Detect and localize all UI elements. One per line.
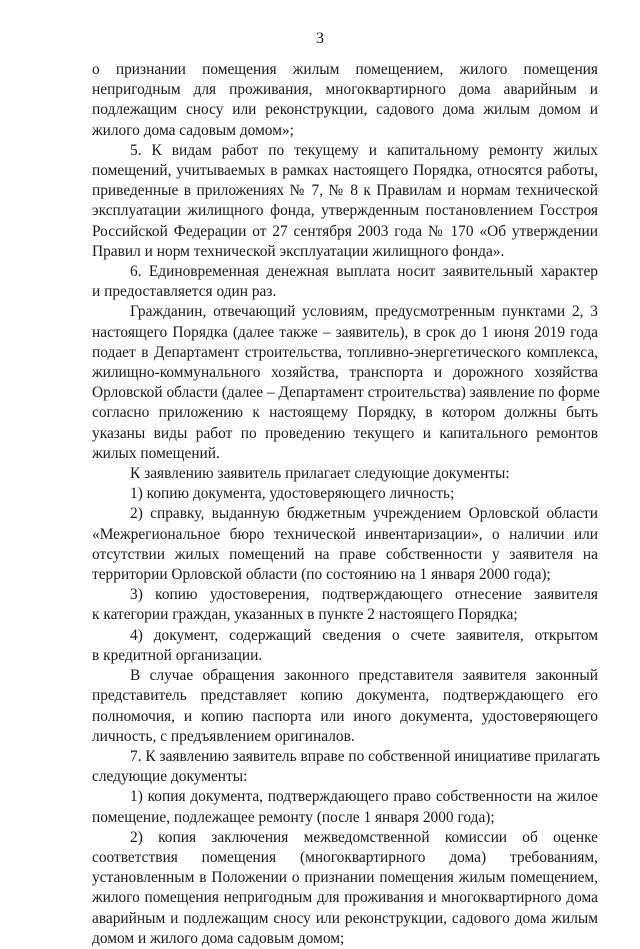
text-line: соответствия помещения (многоквартирного дома) требованиям, — [92, 848, 598, 866]
paragraph — [92, 141, 598, 262]
text-line: 6. Единовременная денежная выплата носит заявительный характер — [130, 263, 598, 281]
text-line: 7. К заявлению заявитель вправе по собственной инициативе прилагать — [130, 747, 600, 765]
paragraph — [92, 828, 598, 949]
text-line: приведенные в приложениях № 7, № 8 к Правилам и нормам технической — [92, 182, 598, 200]
text-line: следующие документы: — [92, 768, 248, 786]
text-line: жилого дома садовым домом»; — [92, 121, 294, 139]
text-line: жилищно-коммунального хозяйства, транспорта и дорожного хозяйства — [92, 364, 598, 382]
paragraph — [92, 504, 598, 585]
text-line: 5. К видам работ по текущему и капитальному ремонту жилых — [130, 141, 598, 159]
text-line: непригодным для проживания, многоквартирного дома аварийным и — [92, 81, 598, 99]
page-number: 3 — [316, 30, 324, 47]
text-line: настоящего Порядка (далее также – заявитель), в срок до 1 июня 2019 года — [92, 323, 598, 341]
text-line: Орловской области (далее – Департамент строительства) заявление по форме — [92, 384, 600, 402]
text-line: и предоставляется один раз. — [92, 283, 277, 301]
text-line: Гражданин, отвечающий условиям, предусмотренным пунктами 2, 3 — [130, 303, 598, 321]
paragraph — [92, 60, 598, 141]
text-line: отсутствии жилых помещений на праве собственности у заявителя на — [92, 545, 598, 563]
paragraph — [92, 585, 598, 625]
paragraph — [92, 787, 598, 827]
text-line: аварийным и подлежащим сносу или реконструкции, садового дома жилым — [92, 909, 598, 927]
paragraph — [92, 262, 598, 302]
paragraph — [92, 484, 598, 504]
text-line: жилых помещений. — [92, 444, 220, 462]
text-line: установленным в Положении о признании помещения жилым помещением, — [92, 869, 598, 887]
paragraph — [92, 747, 598, 787]
paragraph — [92, 666, 598, 747]
text-line: представитель представляет копию документа, подтверждающего его — [92, 687, 598, 705]
text-line: подлежащим сносу или реконструкции, садового дома жилым домом и — [92, 101, 598, 119]
paragraph — [92, 626, 598, 666]
text-line: подает в Департамент строительства, топливно-энергетического комплекса, — [92, 343, 598, 361]
text-line: «Межрегиональное бюро технической инвентаризации», о наличии или — [92, 525, 598, 543]
text-line: территории Орловской области (по состоянию на 1 января 2000 года); — [92, 566, 551, 584]
text-line: Российской Федерации от 27 сентября 2003 года № 170 «Об утверждении — [92, 222, 598, 240]
text-line: эксплуатации жилищного фонда, утвержденным постановлением Госстроя — [92, 202, 598, 220]
text-line: 4) документ, содержащий сведения о счете заявителя, открытом — [130, 626, 598, 644]
text-line: 1) копия документа, подтверждающего право собственности на жилое — [130, 788, 598, 806]
text-line: домом и жилого дома садовым домом; — [92, 929, 345, 947]
text-line: указаны виды работ по проведению текущего и капитального ремонтов — [92, 424, 598, 442]
text-line: помещений, учитываемых в рамках настоящего Порядка, относятся работы, — [92, 162, 598, 180]
text-line: Правил и норм технической эксплуатации жилищного фонда». — [92, 242, 505, 260]
text-line: К заявлению заявитель прилагает следующие документы: — [130, 465, 510, 483]
paragraph — [92, 302, 598, 464]
text-line: согласно приложению к настоящему Порядку, в котором должны быть — [92, 404, 598, 422]
text-line: к категории граждан, указанных в пункте 2 настоящего Порядка; — [92, 606, 518, 624]
text-line: В случае обращения законного представителя заявителя законный — [130, 667, 598, 685]
text-line: о признании помещения жилым помещением, жилого помещения — [92, 61, 598, 78]
text-line: 2) справку, выданную бюджетным учреждением Орловской области — [130, 505, 598, 523]
text-line: 2) копия заключения межведомственной комиссии об оценке — [130, 828, 598, 846]
text-line: 1) копию документа, удостоверяющего личность; — [130, 485, 455, 503]
text-line: полномочия, и копию паспорта или иного документа, удостоверяющего — [92, 707, 598, 725]
paragraph — [92, 464, 598, 484]
text-line: помещение, подлежащее ремонту (после 1 января 2000 года); — [92, 808, 495, 826]
text-line: 3) копию удостоверения, подтверждающего отнесение заявителя — [130, 586, 598, 604]
text-line: жилого помещения непригодным для проживания и многоквартирного дома — [92, 889, 598, 907]
document-body — [92, 60, 598, 949]
text-line: личность, с предъявлением оригиналов. — [92, 727, 355, 745]
text-line: в кредитной организации. — [92, 646, 263, 664]
